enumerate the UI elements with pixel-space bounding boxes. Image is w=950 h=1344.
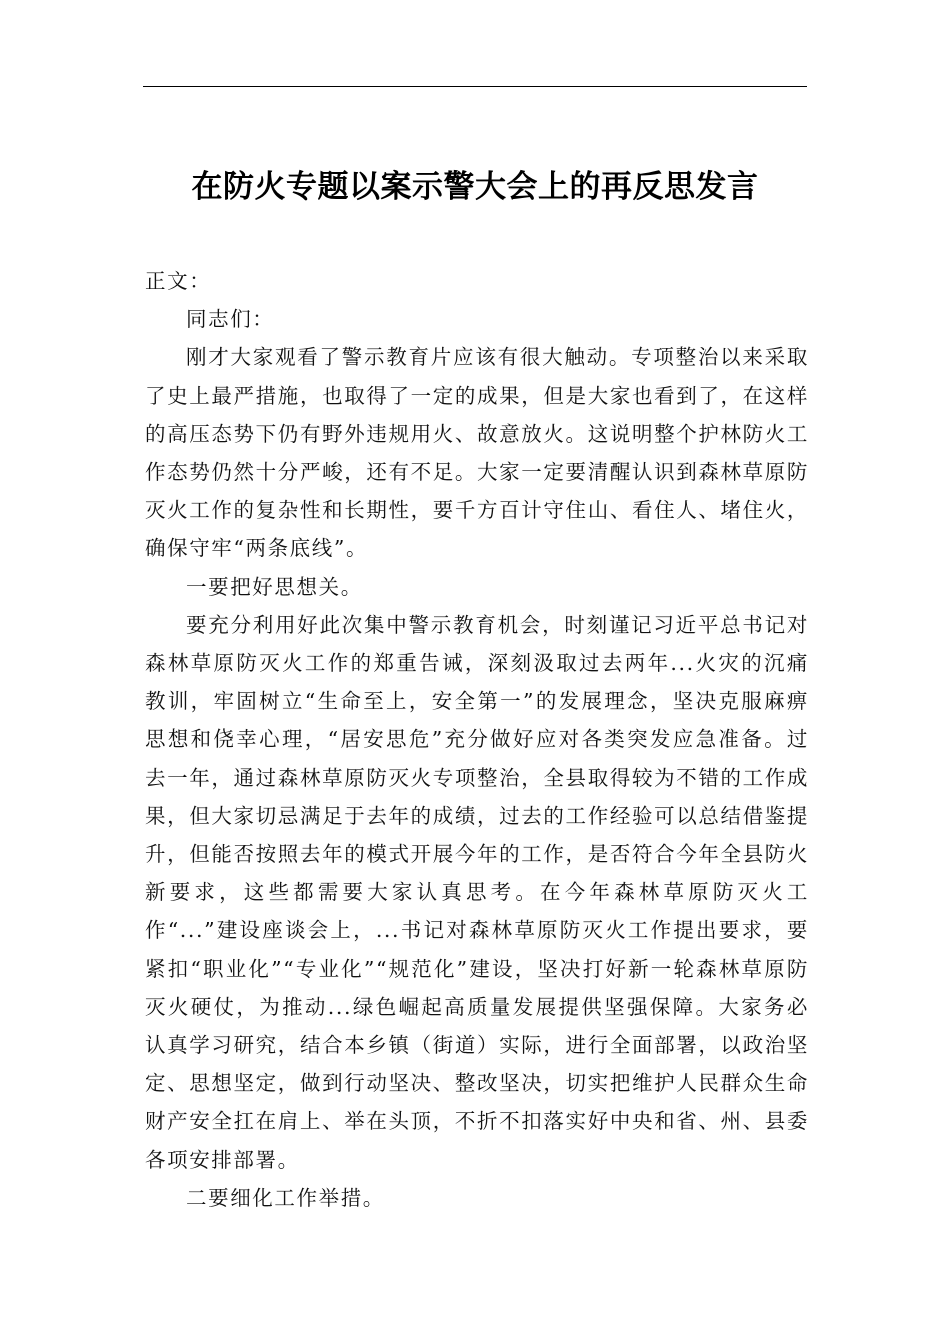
section-heading-2: 二要细化工作举措。 [186,1185,385,1210]
paragraph-intro: 刚才大家观看了警示教育片应该有很大触动。专项整治以来采取了史上最严措施，也取得了一定的成果，但是大家也看到了，在这样的高压态势下仍有野外违规用火、故意放火。这说明整个护林防火工作态势仍然十分严峻，还有不足。大家一定要清醒认识到森林草原防灭火工作的复杂性和长期性，要千方百计守住山、看住人、堵住火，确保守牢“两条底线”。 [145,345,809,561]
paragraph-section-1: 要充分利用好此次集中警示教育机会，时刻谨记习近平总书记对森林草原防灭火工作的郑重告诫，深刻汲取过去两年...火灾的沉痛教训，牢固树立“生命至上，安全第一”的发展理念，坚决克服麻痹思想和侥幸心理，“居安思危”充分做好应对各类突发应急准备。过去一年，通过森林草原防灭火专项整治，全县取得较为不错的工作成果，但大家切忌满足于去年的成绩，过去的工作经验可以总结借鉴提升，但能否按照去年的模式开展今年的工作，是否符合今年全县防火新要求，这些都需要大家认真思考。在今年森林草原防灭火工作“...”建设座谈会上，...书记对森林草原防灭火工作提出要求，要紧扣“职业化”“专业化”“规范化”建设，坚决打好新一轮森林草原防灭火硬仗，为推动...绿色崛起高质量发展提供坚强保障。大家务必认真学习研究，结合本乡镇（街道）实际，进行全面部署，以政治坚定、思想坚定，做到行动坚决、整改坚决，切实把维护人民群众生命财产安全扛在肩上、举在头顶，不折不扣落实好中央和省、州、县委各项安排部署。 [145,612,809,1172]
header-rule [143,86,807,87]
salutation: 同志们： [186,307,275,332]
document-title: 在防火专题以案示警大会上的再反思发言 [191,169,759,205]
document-body [145,262,809,1217]
body-label: 正文： [145,269,212,293]
section-heading-1: 一要把好思想关。 [186,574,363,599]
